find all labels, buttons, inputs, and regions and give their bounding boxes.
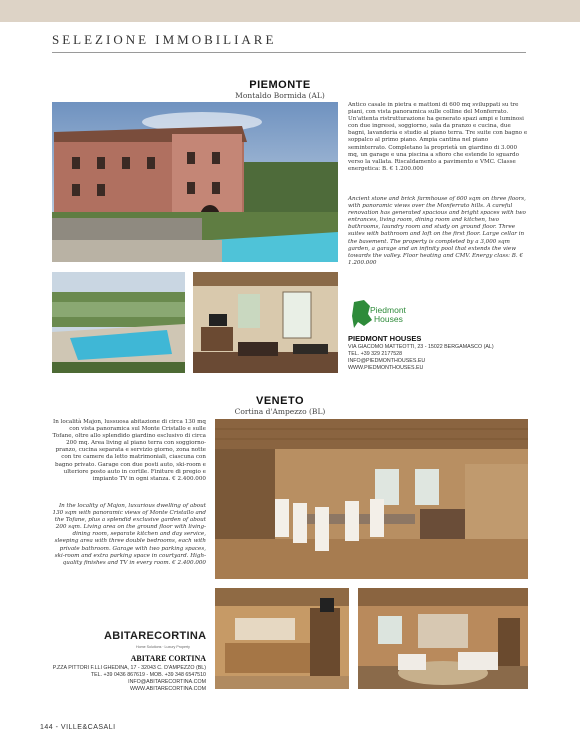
piemonte-title: PIEMONTE (249, 79, 311, 91)
piedmont-address: VIA GIACOMO MATTEOTTI, 23 - 15022 BERGAMASCO (AL) (348, 344, 494, 350)
piemonte-description-it: Antico casale in pietra e mattoni di 600 mq sviluppati su tre piani, con vista panoramica sulle colline del Monferrato. Un'attenta ristrutturazione ha generato spazi ampi e luminosi con due ingressi, soggiorno, sala da pranzo e cucina, due bagni, lavanderia e studio al piano terra. Tre suite con bagno e soppalco al primo piano. Ampia cantina nel piano seminterrato. Completano la proprietà un giardino di 3.000 mq, un garage e una piscina a sfioro che estende lo sguardo verso la vallata. Riscaldamento a pavimento e VMC. Classe energetica: B. € 1.200.000 (348, 102, 528, 172)
section-title: SELEZIONE IMMOBILIARE (52, 32, 277, 47)
abitare-agency-name: ABITARE CORTINA (130, 654, 206, 663)
piedmont-houses-logo (350, 298, 420, 332)
piedmont-phone: TEL. +39 329 2177528 (348, 351, 403, 357)
veneto-description-it: In località Majon, lussuosa abitazione di circa 130 mq con vista panoramica sul Monte Cristallo e sulle Tofane, oltre allo splendido giardino esclusivo di circa 200 mq. Area living al piano terra con soggiorno-pranzo, cucina separata e servizio giorno, zona notte con tre camere da letto matrimoniali, ciascuna con bagno privato. Garage con due posti auto, ski-room e ulteriore posto auto in cortile. Finiture di pregio e impianto TV in ogni stanza. € 2.400.000 (52, 419, 206, 482)
abitare-tagline: Home Solutions · Luxury Property (136, 645, 190, 649)
piemonte-description-en: Ancient stone and brick farmhouse of 600 sqm on three floors, with panoramic views over the Monferrato hills. A careful renovation has generated spacious and bright spaces with two entrances, living room, dining room and kitchen, two bathrooms, laundry room and study on ground floor. Three suites with bathroom and loft on the first floor. Large cellar in the basement. The property is completed by a 3,000 sqm garden, a garage and an infinity pool that extends the view towards the valley. Floor heating and CMV. Energy class: B. € 1.200.000 (348, 196, 526, 266)
abitare-email[interactable]: INFO@ABITARECORTINA.COM (128, 679, 206, 685)
piedmont-logo-line2: Houses (374, 314, 403, 324)
veneto-title: VENETO (255, 395, 305, 407)
abitare-cortina-logo: ABITARECORTINA (104, 630, 207, 642)
top-band (0, 0, 580, 22)
villa-photo (52, 102, 338, 262)
cortina-kitchen-photo (215, 588, 349, 689)
piedmont-website[interactable]: WWW.PIEDMONTHOUSES.EU (348, 365, 424, 371)
cortina-dining-photo (215, 419, 528, 579)
abitare-phone: TEL. +39 0436 867619 - MOB. +39 348 6547510 (90, 672, 206, 678)
pool-photo (52, 272, 185, 373)
abitare-website[interactable]: WWW.ABITARECORTINA.COM (129, 686, 206, 692)
piedmont-agency-name: PIEDMONT HOUSES (348, 334, 422, 343)
header-divider (52, 52, 526, 53)
veneto-location: Cortina d'Ampezzo (BL) (234, 407, 326, 416)
veneto-description-en: In the locality of Majon, luxurious dwelling of about 130 sqm with panoramic views of Monte Cristallo and the Tofane, plus a splendid exclusive garden of about 200 sqm. Living area on the ground floor with living-dining room, separate kitchen and day service, sleeping area with three double bedrooms, each with private bathroom. Garage with two parking spaces, ski-room and extra parking space in courtyard. High-quality finishes and TV in every room. € 2.400.000 (52, 503, 206, 566)
piedmont-email[interactable]: INFO@PIEDMONTHOUSES.EU (348, 358, 426, 364)
piedmont-logo-line1: Piedmont (370, 305, 406, 315)
piemonte-interior-photo (193, 272, 338, 373)
abitare-address: P.ZZA PITTORI F.LLI GHEDINA, 17 - 32043 C. D'AMPEZZO (BL) (52, 665, 206, 671)
cortina-living-photo (358, 588, 528, 689)
piemonte-location: Montaldo Bormida (AL) (235, 91, 325, 100)
page-footer: 144 - VILLE&CASALI (40, 724, 116, 731)
